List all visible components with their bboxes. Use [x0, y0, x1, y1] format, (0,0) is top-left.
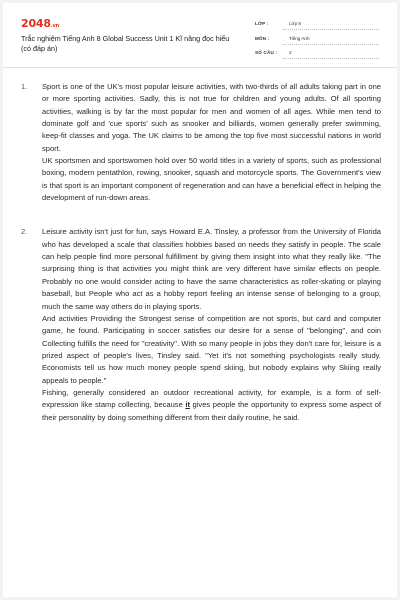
class-label: LỚP : [255, 21, 269, 26]
header-divider [3, 67, 397, 68]
subject-underline [283, 44, 379, 45]
reading-content [21, 81, 381, 424]
document-title: Trắc nghiệm Tiếng Anh 8 Global Success Unit 1 Kĩ năng đọc hiểu (có đáp án) [21, 34, 230, 53]
page-header [3, 3, 397, 67]
class-underline [283, 29, 379, 30]
passage-paragraph: Sport is one of the UK's most popular leisure activities, with two-thirds of all adults taking part in one or more sporting activities. Sadly, this is not true for children and young adults. Of all sporting activities, walking is by far the most popular for men and women of all ages. While men tend to dominate golf and 'cue sports' such as snooker and billiards, women generally prefer swimming, keep-fit classes and yoga. The UK claims to be among the top five most successful nations in world sport. [42, 82, 381, 153]
document-page [3, 3, 397, 597]
subject-value: Tiếng Anh [289, 36, 310, 41]
paragraph-text-after: gives people the opportunity to express some aspect of their personality by doing something different from their daily routine, he said. [42, 400, 381, 422]
question-count-label: SỐ CÂU : [255, 50, 278, 55]
question-number: 2. [21, 227, 28, 237]
logo-text: 2048 [21, 17, 51, 30]
question-spacer [21, 204, 381, 226]
passage-paragraph: Leisure activity isn't just for fun, says Howard E.A. Tinsley, a professor from the University of Florida who has developed a scale that classifies hobbies based on needs they satisfy in people. The scale can help people find more personal fulfillment by giving them insight into what they really like. "The surprising thing is that activities you might think are very different have similar effects on people. Probably no one would consider acting to have the same characteristics as roller-skating or playing baseball, but People who act as a hobby report feeling an intense sense of belonging to a group, much the same way others do in playing sports. [42, 227, 381, 311]
subject-label: MÔN : [255, 36, 270, 41]
question-number: 1. [21, 82, 28, 91]
passage-paragraph: UK sportsmen and sportswomen hold over 50 world titles in a variety of sports, such as professional boxing, modern pentathlon, rowing, snooker, squash and motorcycle sports. The Government's view is that sport is an important component of regeneration and can have a beneficial effect in helping the development of run-down areas. [42, 156, 381, 203]
passage-paragraph: And activities Providing the Strongest sense of competition are not sports, but card and computer game, he found. Participating in soccer satisfies our desire for a sense of "belonging", and coin Collecting fulfills the need for "creativity". With so many people in jobs they don't care for, leisure is a prized aspect of people's lives, Tinsley said. "Yet it's not something psychologists really study. Economists tell us how much money people spend skiing, but nobody explains why Skiing really appeals to people." [42, 313, 381, 385]
question-2 [21, 226, 381, 424]
passage-paragraph [42, 387, 381, 424]
highlighted-word: it [185, 400, 190, 410]
logo-suffix: .vn [50, 23, 59, 29]
paragraph-text-before: Fishing, generally considered an outdoor recreational activity, for example, is a form of self-expression like stamp collecting, because [42, 387, 381, 410]
question-count-value: 2 [289, 50, 292, 55]
question-1 [21, 81, 381, 204]
count-underline [283, 58, 379, 59]
class-value: Lớp 8 [289, 21, 301, 26]
site-logo[interactable] [21, 17, 59, 30]
